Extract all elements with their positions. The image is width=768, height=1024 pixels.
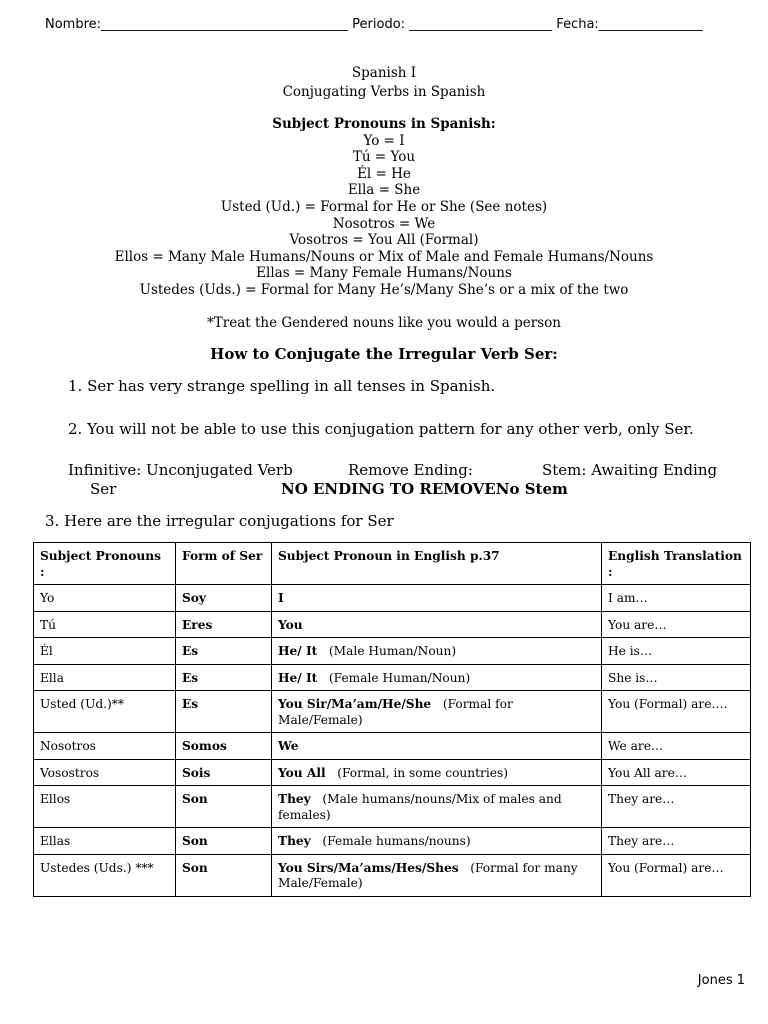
pronoun-item: Ustedes (Uds.) = Formal for Many He’s/Many She’s or a mix of the two	[139, 281, 629, 298]
cell-translation: We are…	[602, 733, 751, 760]
pronoun-english-text: We	[278, 739, 299, 753]
gendered-nouns-note: *Treat the Gendered nouns like you would a person	[207, 315, 561, 331]
subject-pronouns-list	[0, 116, 768, 299]
cell-pronoun-english	[272, 691, 602, 733]
table-row	[34, 786, 751, 828]
course-title: Spanish I	[351, 65, 417, 81]
cell-ser-form: Es	[176, 638, 272, 665]
remove-ending-label: Remove Ending:	[348, 461, 473, 479]
instruction-item-1: 1. Ser has very strange spelling in all tenses in Spanish.	[68, 377, 496, 395]
cell-pronoun-english	[272, 733, 602, 760]
cell-ser-form: Son	[176, 854, 272, 896]
table-row	[34, 611, 751, 638]
infinitive-value: Ser	[90, 480, 117, 498]
howto-heading: How to Conjugate the Irregular Verb Ser:	[210, 345, 558, 363]
cell-translation: She is…	[602, 664, 751, 691]
table-row	[34, 854, 751, 896]
cell-translation: I am…	[602, 585, 751, 612]
ser-conjugation-table	[33, 542, 751, 897]
pronoun-item: Vosotros = You All (Formal)	[289, 232, 479, 249]
cell-pronoun-english	[272, 585, 602, 612]
remove-ending-value	[281, 480, 568, 498]
stem-label: Stem: Awaiting Ending	[542, 461, 718, 479]
pronoun-item: Tú = You	[352, 149, 416, 166]
table-row	[34, 759, 751, 786]
table-row	[34, 828, 751, 855]
instruction-item-2: 2. You will not be able to use this conjugation pattern for any other verb, only Ser.	[68, 420, 694, 438]
pronoun-english-text: You Sirs/Ma’ams/Hes/Shes	[278, 860, 459, 875]
stem-value-text: No Stem	[495, 480, 568, 498]
pronoun-item: Ellos = Many Male Humans/Nouns or Mix of Male and Female Humans/Nouns	[114, 248, 654, 265]
cell-pronoun: Ellos	[34, 786, 176, 828]
pronoun-english-note: (Formal, in some countries)	[337, 765, 508, 780]
cell-pronoun: Él	[34, 638, 176, 665]
pronouns-heading: Subject Pronouns in Spanish:	[272, 116, 496, 132]
table-header-row	[34, 543, 751, 585]
pronoun-item: Ella = She	[347, 182, 421, 199]
page-footer: Jones 1	[697, 973, 745, 988]
pronoun-english-text: You	[278, 617, 303, 632]
cell-pronoun-english	[272, 664, 602, 691]
pronoun-english-note: (Formal for Male/Female)	[278, 697, 513, 727]
name-period-date-line: Nombre:______________________________________ Periodo: ______________________ Fecha:________________	[45, 17, 703, 32]
pronoun-english-note: (Male Human/Noun)	[328, 644, 457, 658]
pronoun-english-note: (Female humans/nouns)	[322, 834, 471, 848]
pronoun-item: Ellas = Many Female Humans/Nouns	[256, 265, 512, 282]
cell-ser-form: Soy	[176, 585, 272, 612]
pronoun-english-note: (Female Human/Noun)	[328, 670, 471, 685]
cell-pronoun-english	[272, 854, 602, 896]
cell-ser-form: Es	[176, 691, 272, 733]
header-english-translation: English Translation :	[602, 543, 751, 585]
cell-pronoun-english	[272, 638, 602, 665]
cell-ser-form: Son	[176, 786, 272, 828]
pronoun-english-text: You All	[278, 765, 326, 780]
remove-value-text: NO ENDING TO REMOVE	[281, 480, 496, 498]
worksheet-subtitle: Conjugating Verbs in Spanish	[282, 84, 486, 100]
table-row	[34, 733, 751, 760]
cell-translation: You (Formal) are…	[602, 854, 751, 896]
pronoun-english-text: He/ It	[278, 670, 318, 685]
title-block	[0, 64, 768, 102]
cell-translation: They are…	[602, 828, 751, 855]
cell-translation: You All are…	[602, 759, 751, 786]
table-row	[34, 585, 751, 612]
pronoun-english-text: They	[278, 792, 311, 806]
cell-pronoun: Yo	[34, 585, 176, 612]
table-row	[34, 638, 751, 665]
cell-ser-form: Eres	[176, 611, 272, 638]
pronoun-english-text: They	[278, 834, 311, 848]
cell-pronoun-english	[272, 786, 602, 828]
table-row	[34, 691, 751, 733]
table-body	[34, 585, 751, 897]
cell-ser-form: Son	[176, 828, 272, 855]
table-row	[34, 664, 751, 691]
header-form-of-ser: Form of Ser	[176, 543, 272, 585]
cell-translation: You (Formal) are….	[602, 691, 751, 733]
header-subject-pronouns: Subject Pronouns :	[34, 543, 176, 585]
cell-translation: They are…	[602, 786, 751, 828]
cell-pronoun: Ella	[34, 664, 176, 691]
pronoun-item: Nosotros = We	[332, 215, 436, 232]
pronoun-item: Yo = I	[363, 132, 405, 149]
cell-pronoun-english	[272, 611, 602, 638]
infinitive-label: Infinitive: Unconjugated Verb	[68, 461, 293, 479]
cell-translation: He is…	[602, 638, 751, 665]
pronoun-english-text: You Sir/Ma’am/He/She	[278, 697, 432, 711]
pronoun-item: Él = He	[357, 165, 411, 182]
cell-pronoun-english	[272, 828, 602, 855]
instruction-item-3: 3. Here are the irregular conjugations for Ser	[45, 512, 394, 530]
pronoun-english-text: I	[278, 591, 284, 605]
pronoun-english-note: (Male humans/nouns/Mix of males and females)	[278, 792, 562, 822]
pronoun-english-note: (Formal for many Male/Female)	[278, 860, 578, 890]
pronoun-item: Usted (Ud.) = Formal for He or She (See notes)	[220, 198, 548, 215]
cell-pronoun: Ustedes (Uds.) ***	[34, 854, 176, 896]
cell-pronoun: Ellas	[34, 828, 176, 855]
pronoun-english-text: He/ It	[278, 644, 318, 658]
cell-translation: You are…	[602, 611, 751, 638]
cell-pronoun-english	[272, 759, 602, 786]
cell-ser-form: Sois	[176, 759, 272, 786]
cell-pronoun: Tú	[34, 611, 176, 638]
cell-pronoun: Vosostros	[34, 759, 176, 786]
cell-pronoun: Nosotros	[34, 733, 176, 760]
cell-ser-form: Somos	[176, 733, 272, 760]
cell-pronoun: Usted (Ud.)**	[34, 691, 176, 733]
cell-ser-form: Es	[176, 664, 272, 691]
header-pronoun-english: Subject Pronoun in English p.37	[272, 543, 602, 585]
